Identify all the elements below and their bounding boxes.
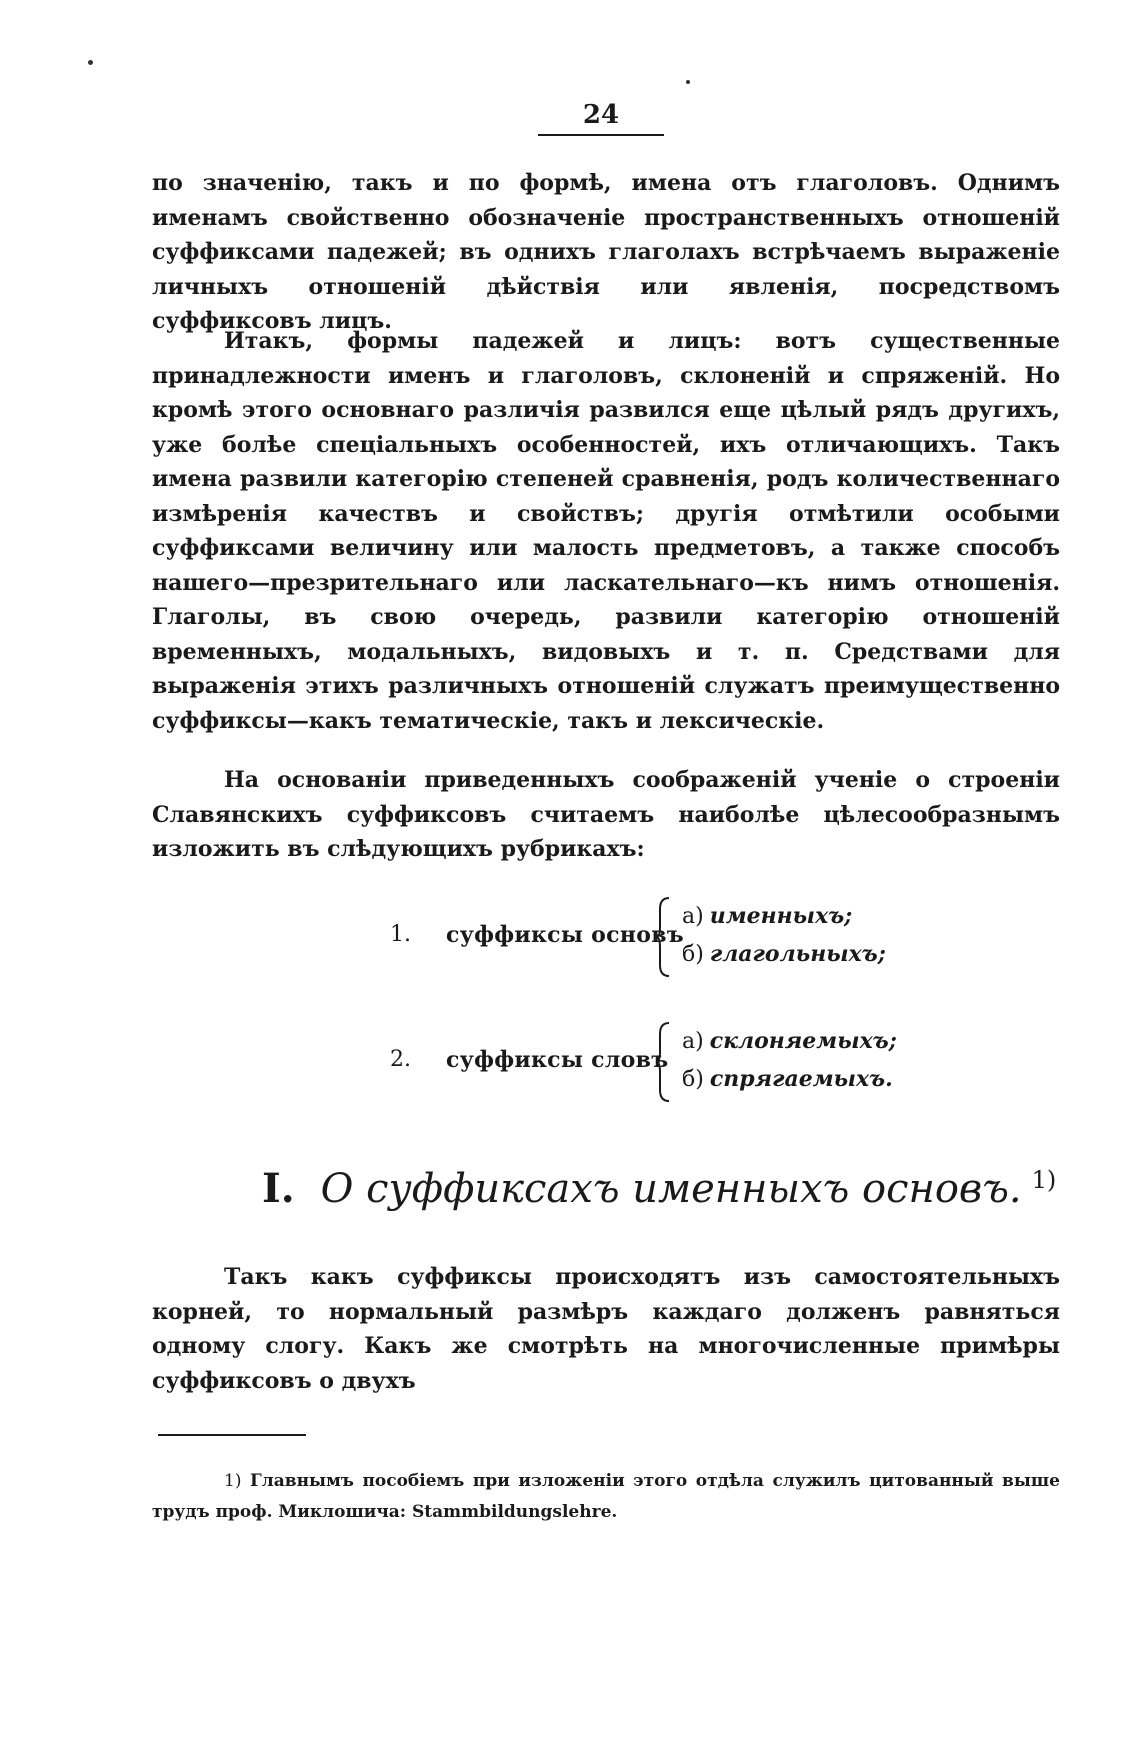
option-text: спрягаемыхъ.: [709, 1066, 893, 1092]
scan-speck: [686, 80, 690, 84]
option-text: глагольныхъ;: [709, 941, 886, 967]
section-title: О суффиксахъ именныхъ основъ.: [320, 1166, 1022, 1212]
paragraph-1: по значенію, такъ и по формѣ, имена отъ глаголовъ. Однимъ именамъ свойственно обозначеніе пространственныхъ отношеній суффиксами падежей; въ однихъ глаголахъ встрѣчаемъ выраженіе личныхъ отношеній дѣйствія или явленія, посредствомъ суффиксовъ лицъ.: [152, 170, 1060, 334]
option-text: именныхъ;: [709, 903, 853, 929]
page-number: 24: [538, 100, 664, 136]
section-heading: [262, 1165, 1056, 1212]
footnote-reference: 1): [1031, 1166, 1057, 1194]
option-letter: б): [682, 1067, 704, 1092]
footnote-separator: [158, 1434, 306, 1436]
footnote-text: Главнымъ пособіемъ при изложеніи этого отдѣла служилъ цитованный выше трудъ проф. Миклошича: Stammbildungslehre.: [152, 1471, 1060, 1522]
curly-brace-icon: [655, 897, 671, 977]
footnote: [152, 1466, 1060, 1528]
curly-brace-icon: [655, 1022, 671, 1102]
paragraph-3: На основаніи приведенныхъ соображеній ученіе о строеніи Славянскихъ суффиксовъ считаемъ наиболѣе цѣлесообразнымъ изложить въ слѣдующихъ рубрикахъ:: [152, 767, 1060, 862]
scheme-option-b: [682, 941, 886, 967]
option-text: склоняемыхъ;: [709, 1028, 897, 1054]
option-letter: б): [682, 942, 704, 967]
scheme-label: суффиксы основъ: [446, 922, 684, 948]
footnote-marker: 1): [224, 1471, 242, 1491]
scheme-row-2: [390, 1020, 910, 1104]
scheme-row-1: [390, 895, 910, 979]
scheme-option-a: [682, 903, 852, 929]
section-roman-numeral: I.: [262, 1165, 295, 1212]
scheme-option-a: [682, 1028, 897, 1054]
option-letter: а): [682, 1029, 704, 1054]
scheme-label: суффиксы словъ: [446, 1047, 669, 1073]
scan-speck: [88, 60, 93, 65]
paragraph-2: Итакъ, формы падежей и лицъ: вотъ существенные принадлежности именъ и глаголовъ, склоненій и спряженій. Но кромѣ этого основнаго различія развился еще цѣлый рядъ другихъ, уже болѣе спеціальныхъ особенностей, ихъ отличающихъ. Такъ имена развили категорію степеней сравненія, родъ количественнаго измѣренія качествъ и свойствъ; другія отмѣтили особыми суффиксами величину или малость предметовъ, а также способъ нашего—презрительнаго или ласкательнаго—къ нимъ отношенія. Глаголы, въ свою очередь, развили категорію отношеній временныхъ, модальныхъ, видовыхъ и т. п. Средствами для выраженія этихъ различныхъ отношеній служатъ преимущественно суффиксы—какъ тематическіе, такъ и лексическіе.: [152, 328, 1060, 734]
scheme-option-b: [682, 1066, 893, 1092]
scheme-number: 2.: [390, 1047, 411, 1072]
paragraph-4: Такъ какъ суффиксы происходятъ изъ самостоятельныхъ корней, то нормальный размѣръ каждаго долженъ равняться одному слогу. Какъ же смотрѣть на многочисленные примѣры суффиксовъ о двухъ: [152, 1264, 1060, 1394]
scheme-number: 1.: [390, 922, 411, 947]
option-letter: а): [682, 904, 704, 929]
